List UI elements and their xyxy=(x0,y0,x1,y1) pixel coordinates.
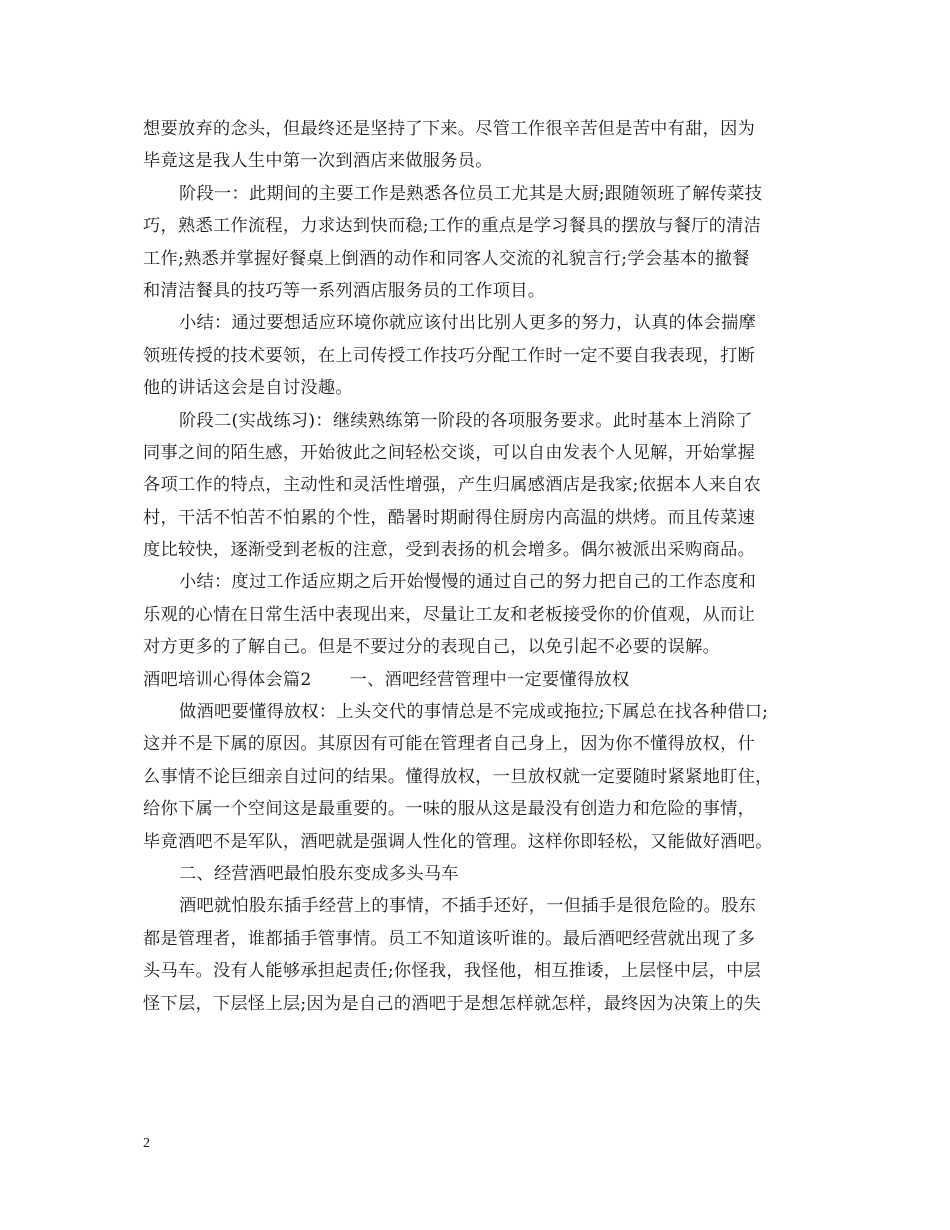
paragraph-start: 做酒吧要懂得放权：上头交代的事情总是不完成或拖拉;下属总在找各种借口; xyxy=(179,702,769,723)
text-line: 对方更多的了解自己。但是不要过分的表现自己，以免引起不必要的误解。 xyxy=(143,637,721,658)
text-line: 都是管理者，谁都插手管事情。员工不知道该听谁的。最后酒吧经营就出现了多 xyxy=(143,928,756,949)
text-line: 领班传授的技术要领，在上司传授工作技巧分配工作时一定不要自我表现，打断 xyxy=(143,345,756,366)
paragraph-start: 阶段二(实战练习)：继续熟练第一阶段的各项服务要求。此时基本上消除了 xyxy=(179,410,753,431)
document-body xyxy=(143,113,813,1020)
paragraph-start: 酒吧就怕股东插手经营上的事情，不插手还好，一但插手是很危险的。股东 xyxy=(179,896,757,917)
paragraph-start: 小结：度过工作适应期之后开始慢慢的通过自己的努力把自己的工作态度和 xyxy=(179,572,757,593)
text-line: 头马车。没有人能够承担起责任;你怪我，我怪他，相互推诿，上层怪中层，中层 xyxy=(143,961,762,982)
text-line: 工作;熟悉并掌握好餐桌上倒酒的动作和同客人交流的礼貌言行;学会基本的撤餐 xyxy=(143,248,750,269)
page-number: 2 xyxy=(143,1136,150,1151)
text-line: 怪下层，下层怪上层;因为是自己的酒吧于是想怎样就怎样，最终因为决策上的失 xyxy=(143,993,762,1014)
paragraph-start: 小结：通过要想适应环境你就应该付出比别人更多的努力，认真的体会揣摩 xyxy=(179,313,757,334)
text-line: 毕竟酒吧不是军队，酒吧就是强调人性化的管理。这样你即轻松，又能做好酒吧。 xyxy=(143,831,773,852)
text-line: 乐观的心情在日常生活中表现出来，尽量让工友和老板接受你的价值观，从而让 xyxy=(143,604,756,625)
text-line: 他的讲话这会是自讨没趣。 xyxy=(143,378,353,399)
section-heading xyxy=(143,664,813,696)
text-line: 毕竟这是我人生中第一次到酒店来做服务员。 xyxy=(143,151,493,172)
section-title: 酒吧培训心得体会篇2 xyxy=(143,669,312,690)
paragraph-start: 阶段一：此期间的主要工作是熟悉各位员工尤其是大厨;跟随领班了解传菜技 xyxy=(179,183,763,204)
text-line: 想要放弃的念头，但最终还是坚持了下来。尽管工作很辛苦但是苦中有甜，因为 xyxy=(143,119,756,139)
text-line: 度比较快，逐渐受到老板的注意，受到表扬的机会增多。偶尔被派出采购商品。 xyxy=(143,540,756,561)
text-line: 给你下属一个空间这是最重要的。一味的服从这是最没有创造力和危险的事情， xyxy=(143,799,756,820)
text-line: 同事之间的陌生感，开始彼此之间轻松交谈，可以自由发表个人见解，开始掌握 xyxy=(143,442,756,463)
section-subtitle: 一、酒吧经营管理中一定要懂得放权 xyxy=(349,669,630,690)
text-line: 和清洁餐具的技巧等一系列酒店服务员的工作项目。 xyxy=(143,280,546,301)
text-line: 各项工作的特点，主动性和灵活性增强，产生归属感酒店是我家;依据本人来自农 xyxy=(143,475,762,496)
text-line: 么事情不论巨细亲自过问的结果。懂得放权，一旦放权就一定要随时紧紧地盯住， xyxy=(143,766,773,787)
subheading: 二、经营酒吧最怕股东变成多头马车 xyxy=(179,863,459,884)
text-line: 巧，熟悉工作流程，力求达到快而稳;工作的重点是学习餐具的摆放与餐厅的清洁 xyxy=(143,216,762,237)
text-line: 村，干活不怕苦不怕累的个性，酷暑时期耐得住厨房内高温的烘烤。而且传菜速 xyxy=(143,507,756,528)
text-line: 这并不是下属的原因。其原因有可能在管理者自己身上，因为你不懂得放权，什 xyxy=(143,734,756,755)
